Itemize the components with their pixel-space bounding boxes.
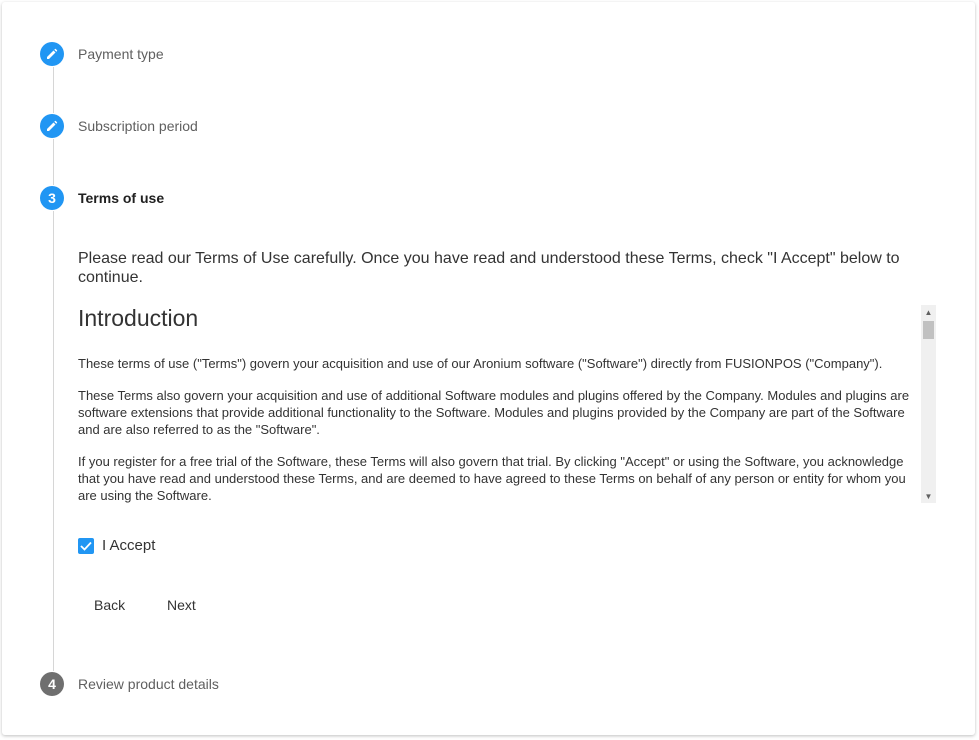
terms-scroll-area[interactable] (78, 305, 936, 503)
pencil-icon (40, 42, 64, 66)
step-number: 4 (40, 672, 64, 696)
terms-paragraph: These terms of use ("Terms") govern your acquisition and use of our Aronium software ("Software") directly from FUSIONPOS ("Company"). (78, 356, 883, 371)
vertical-scrollbar[interactable] (921, 305, 936, 503)
terms-paragraph: These Terms also govern your acquisition and use of additional Software modules and plugins offered by the Company. Modules and plugins are software extensions that provide additional functionality to the Software. Modules and plugins provided by the Company are part of the Software and are also referred to as the "Software". (78, 388, 910, 437)
terms-instruction: Please read our Terms of Use carefully. Once you have read and understood these Terms, check "I Accept" below to continue. (78, 250, 900, 286)
terms-content (78, 305, 918, 503)
step-title: Review product details (78, 676, 219, 692)
next-button[interactable]: Next (159, 594, 204, 616)
checkmark-icon (80, 541, 92, 551)
accept-terms-row[interactable] (78, 537, 155, 554)
step-subscription-period[interactable] (40, 113, 198, 139)
step-title: Payment type (78, 46, 164, 62)
step-payment-type[interactable] (40, 41, 164, 67)
step-connector (53, 211, 54, 671)
scroll-down-icon[interactable]: ▼ (924, 491, 933, 501)
step-number: 3 (40, 186, 64, 210)
terms-heading: Introduction (78, 305, 199, 331)
accept-checkbox[interactable] (78, 538, 94, 554)
step-connector (53, 139, 54, 185)
scroll-thumb[interactable] (923, 321, 934, 339)
accept-label: I Accept (102, 537, 156, 554)
pencil-icon (40, 114, 64, 138)
step-title: Subscription period (78, 118, 198, 134)
step-title: Terms of use (78, 190, 165, 206)
step-terms-of-use[interactable] (40, 185, 164, 211)
step-review-product-details[interactable] (40, 671, 219, 697)
step-connector (53, 67, 54, 113)
terms-paragraph: If you register for a free trial of the Software, these Terms will also govern that trial. By clicking "Accept" or using the Software, you acknowledge that you have read and understood these Terms, and are deemed to have agreed to these Terms on behalf of any person or entity for whom you are using the Software. (78, 454, 906, 503)
back-button[interactable]: Back (86, 594, 133, 616)
scroll-up-icon[interactable]: ▲ (924, 307, 933, 317)
